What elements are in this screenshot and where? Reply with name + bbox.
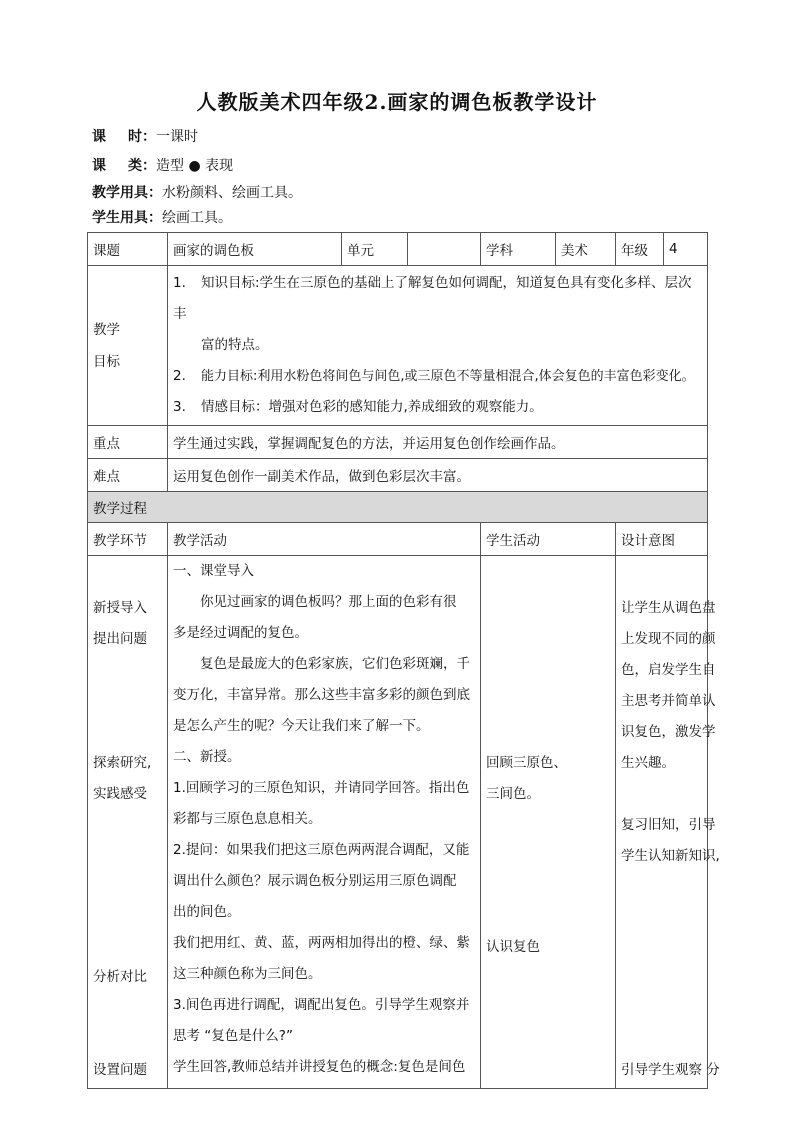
unit-label: 单元: [342, 233, 408, 266]
goal-item: [173, 392, 702, 423]
stage-item: 探索研究,: [93, 755, 152, 771]
activity-line: 这三种颜色称为三间色。: [173, 966, 322, 982]
intent-intro: [621, 593, 716, 779]
intent-item: 识复色，激发学: [621, 724, 716, 740]
key-label: 重点: [88, 426, 168, 459]
goal-item: [173, 361, 702, 392]
activity-line: 我们把用红、黄、蓝，两两相加得出的橙、绿、紫: [173, 935, 470, 951]
intent-item: 主思考并简单认: [621, 693, 716, 709]
column-header-row: [88, 523, 708, 556]
activity-line: 出的间色。: [173, 904, 241, 920]
lesson-time-label-b: 时：: [128, 129, 156, 145]
meta-student-tools: [92, 207, 232, 227]
goal-text: 知识目标:学生在三原色的基础上了解复色如何调配，知道复色具有变化多样、层次丰: [173, 275, 692, 322]
lesson-time-label-a: 课: [92, 129, 128, 145]
activity-line: 二、新授。: [173, 749, 241, 765]
goals-row: [88, 266, 708, 426]
process-label: 教学过程: [88, 492, 708, 523]
stage-explore: [93, 748, 151, 810]
meta-teaching-tools: [92, 182, 302, 202]
intent-item: 色，启发学生自: [621, 662, 716, 678]
student-item: 三间色。: [486, 786, 540, 802]
activity-line: 是怎么产生的呢？今天让我们来了解一下。: [173, 718, 430, 734]
stage-item: 设置问题: [93, 1062, 147, 1078]
stage-item: 实践感受: [93, 786, 147, 802]
activity-line: 你见过画家的调色板吗？那上面的色彩有很: [200, 594, 457, 610]
intent-item: 上发现不同的颜: [621, 631, 716, 647]
grade-label: 年级: [616, 233, 664, 266]
activity-line: 思考 “复色是什么?”: [173, 1028, 293, 1044]
intent-review: [621, 810, 720, 872]
process-header-row: [88, 492, 708, 523]
difficulty-row: [88, 459, 708, 492]
subject-value: 美术: [556, 233, 616, 266]
lesson-type-value: 造型 ● 表现: [156, 158, 234, 174]
student-review: [486, 748, 567, 810]
activity-line: 多是经过调配的复色。: [173, 625, 308, 641]
lesson-time-value: 一课时: [156, 129, 198, 145]
activity-line: 一、课堂导入: [173, 563, 254, 579]
intent-item: 生兴趣。: [621, 755, 675, 771]
lesson-type-label-b: 类：: [128, 158, 156, 174]
topic-row: [88, 233, 708, 266]
goal-text-cont: 富的特点。: [201, 337, 269, 353]
student-cell: [481, 556, 616, 1089]
goal-num: 1.: [173, 275, 186, 291]
goal-item: [173, 268, 702, 330]
col-student: 学生活动: [481, 523, 616, 556]
student-tools-label: 学生用具：: [92, 210, 162, 226]
goals-label: [88, 266, 168, 426]
intent-item: 学生认知新知识,: [621, 848, 720, 864]
difficulty-value: 运用复色创作一副美术作品，做到色彩层次丰富。: [168, 459, 708, 492]
goal-num: 3.: [173, 399, 186, 415]
goals-list: [168, 266, 708, 426]
intent-item: 让学生从调色盘: [621, 600, 716, 616]
subject-label: 学科: [481, 233, 556, 266]
key-row: [88, 426, 708, 459]
page-title: 人教版美术四年级2.画家的调色板教学设计: [196, 90, 598, 114]
activity-line: 彩都与三原色息息相关。: [173, 811, 322, 827]
meta-lesson-time: [92, 126, 198, 146]
goal-text: 情感目标：增强对色彩的感知能力,养成细致的观察能力。: [201, 399, 543, 415]
activity-cell: [168, 556, 481, 1089]
lesson-plan-table: [87, 232, 720, 1089]
col-stage: 教学环节: [88, 523, 168, 556]
col-activity: 教学活动: [168, 523, 481, 556]
activity-line: 学生回答,教师总结并讲授复色的概念:复色是间色: [173, 1059, 466, 1075]
intent-item: 复习旧知，引导: [621, 817, 716, 833]
meta-lesson-type: [92, 155, 233, 175]
stage-intro: [93, 593, 147, 655]
goal-num: 2.: [173, 368, 186, 384]
activity-line: 复色是最庞大的色彩家族，它们色彩斑斓，千: [200, 656, 470, 672]
student-item: 认识复色: [486, 939, 540, 955]
activity-line: 调出什么颜色？展示调色板分别运用三原色调配: [173, 873, 457, 889]
process-body-row: [88, 556, 708, 1089]
topic-label: 课题: [88, 233, 168, 266]
intent-cell: [616, 556, 720, 1089]
activity-line: 变万化，丰富异常。那么这些丰富多彩的颜色到底: [173, 687, 470, 703]
stage-item: 新授导入: [93, 600, 147, 616]
student-item: 回顾三原色、: [486, 755, 567, 771]
lesson-type-label-a: 课: [92, 158, 128, 174]
stage-item: 分析对比: [93, 969, 147, 985]
activity-line: 1.回顾学习的三原色知识，并请同学回答。指出色: [173, 780, 470, 796]
goals-label-1: 教学: [93, 321, 120, 338]
activity-line: 3.间色再进行调配，调配出复色。引导学生观察并: [173, 997, 470, 1013]
stage-item: 提出问题: [93, 631, 147, 647]
goal-text: 能力目标:利用水粉色将间色与间色,或三原色不等量相混合,体会复色的丰富色彩变化。: [201, 369, 695, 384]
teaching-tools-label: 教学用具：: [92, 185, 162, 201]
topic-value: 画家的调色板: [168, 233, 342, 266]
intent-item: 引导学生观察 分: [621, 1062, 720, 1078]
student-tools-value: 绘画工具。: [162, 210, 232, 226]
col-intent: 设计意图: [616, 523, 708, 556]
difficulty-label: 难点: [88, 459, 168, 492]
goals-label-2: 目标: [93, 353, 120, 370]
stage-cell: [88, 556, 168, 1089]
activity-line: 2.提问：如果我们把这三原色两两混合调配，又能: [173, 842, 470, 858]
teaching-tools-value: 水粉颜料、绘画工具。: [162, 185, 302, 201]
grade-value: 4: [664, 233, 708, 266]
unit-value: [408, 233, 481, 266]
key-value: 学生通过实践，掌握调配复色的方法，并运用复色创作绘画作品。: [168, 426, 708, 459]
